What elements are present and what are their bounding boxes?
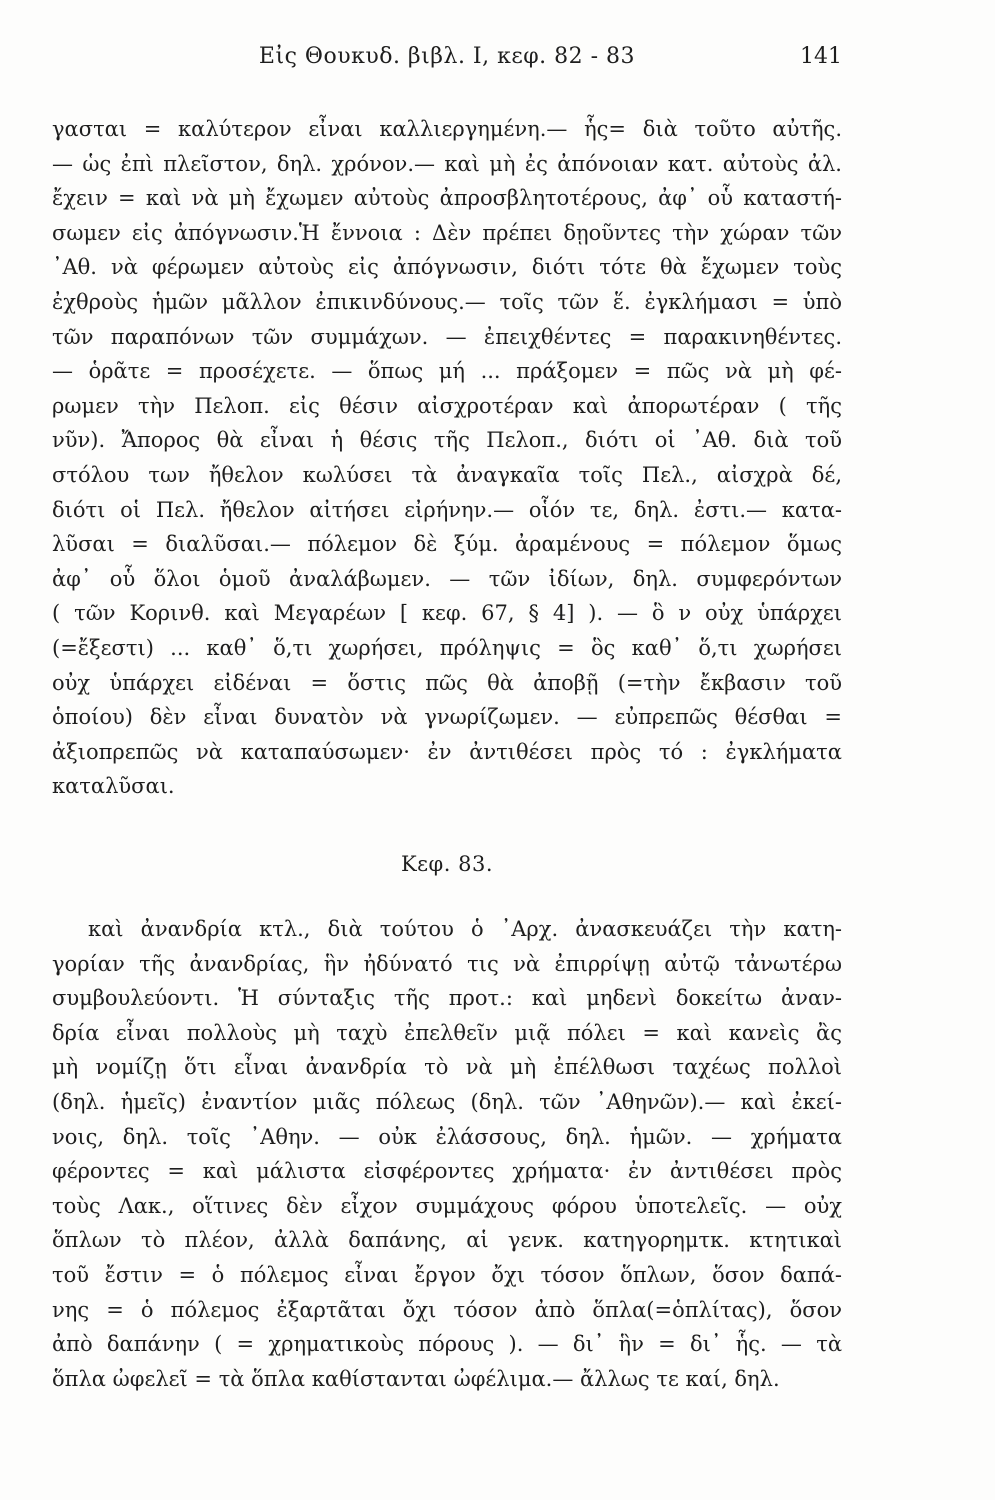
text-line: (δηλ. ἡμεῖς) ἐναντίον μιᾶς πόλεως (δηλ. τῶν ᾿Αθηνῶν).— καὶ ἐκεί- — [52, 1089, 842, 1114]
text-line: οὐχ ὑπάρχει εἰδέναι = ὅστις πῶς θὰ ἀποβῇ (=τὴν ἔκβασιν τοῦ — [52, 670, 842, 695]
text-line: ᾿Αθ. νὰ φέρωμεν αὐτοὺς εἰς ἀπόγνωσιν, διότι τότε θὰ ἔχωμεν τοὺς — [52, 255, 842, 280]
text-line: γασται = καλύτερον εἶναι καλλιεργημένη.— ἧς= διὰ τοῦτο αὐτῆς. — [52, 117, 842, 141]
text-line: μὴ νομίζῃ ὅτι εἶναι ἀνανδρία τὸ νὰ μὴ ἐπέλθωσι ταχέως πολλοὶ — [52, 1055, 842, 1080]
text-line: τῶν παραπόνων τῶν συμμάχων. — ἐπειχθέντες = παρακινηθέντες. — [52, 324, 842, 349]
text-line: νῦν). Ἄπορος θὰ εἶναι ἡ θέσις τῆς Πελοπ., διότι οἱ ᾿Αθ. διὰ τοῦ — [52, 428, 842, 453]
text-line: ἔχειν = καὶ νὰ μὴ ἔχωμεν αὐτοὺς ἀπροσβλητοτέρους, ἀφ᾿ οὗ καταστή- — [52, 186, 842, 211]
commentary-chapter-82 — [52, 112, 842, 804]
text-line: ( τῶν Κορινθ. καὶ Μεγαρέων [ κεφ. 67, § 4] ). — ὃ ν οὐχ ὑπάρχει — [52, 601, 842, 626]
text-line: συμβουλεύοντι. Ἡ σύνταξις τῆς προτ.: καὶ μηδενὶ δοκείτω ἀναν- — [52, 986, 842, 1011]
text-line: ἀφ᾿ οὗ ὅλοι ὁμοῦ ἀναλάβωμεν. — τῶν ἰδίων, δηλ. συμφερόντων — [52, 566, 842, 591]
text-line: ἀξιοπρεπῶς νὰ καταπαύσωμεν· ἐν ἀντιθέσει πρὸς τό : ἐγκλήματα — [52, 739, 842, 764]
text-line: καὶ ἀνανδρία κτλ., διὰ τούτου ὁ ᾿Αρχ. ἀνασκευάζει τὴν κατη- — [88, 917, 842, 941]
text-line: σωμεν εἰς ἀπόγνωσιν.Ἡ ἔννοια : Δὲν πρέπει δῃοῦντες τὴν χώραν τῶν — [52, 220, 842, 245]
text-line: νοις, δηλ. τοῖς ᾿Αθην. — οὐκ ἐλάσσους, δηλ. ἡμῶν. — χρήματα — [52, 1124, 842, 1149]
text-line: ὅπλα ὠφελεῖ = τὰ ὅπλα καθίστανται ὠφέλιμα.— ἄλλως τε καί, δηλ. — [52, 1366, 780, 1391]
text-line: στόλου των ἤθελον κωλύσει τὰ ἀναγκαῖα τοῖς Πελ., αἰσχρὰ δέ, — [52, 462, 842, 487]
text-line: ὁποίου) δὲν εἶναι δυνατὸν νὰ γνωρίζωμεν. — εὐπρεπῶς θέσθαι = — [52, 705, 842, 730]
text-line: ἀπὸ δαπάνην ( = χρηματικοὺς πόρους ). — δι᾿ ἣν = δι᾿ ἧς. — τὰ — [52, 1332, 842, 1357]
text-line: τοῦ ἔστιν = ὁ πόλεμος εἶναι ἔργον ὄχι τόσον ὅπλων, ὅσον δαπά- — [52, 1262, 842, 1287]
text-line: νης = ὁ πόλεμος ἐξαρτᾶται ὄχι τόσον ἀπὸ ὅπλα(=ὁπλίτας), ὅσον — [52, 1297, 842, 1322]
text-line: (=ἔξεστι) ... καθ᾿ ὅ,τι χωρήσει, πρόληψις = ὃς καθ᾿ ὅ,τι χωρήσει — [52, 635, 842, 660]
text-line: διότι οἱ Πελ. ἤθελον αἰτήσει εἰρήνην.— οἷόν τε, δηλ. ἐστι.— κατα- — [52, 497, 842, 522]
commentary-chapter-83 — [52, 912, 842, 1396]
text-line: λῦσαι = διαλῦσαι.— πόλεμον δὲ ξύμ. ἀραμένους = πόλεμον ὅμως — [52, 532, 842, 557]
page-number: 141 — [800, 44, 842, 69]
text-line: γορίαν τῆς ἀνανδρίας, ἣν ἠδύνατό τις νὰ ἐπιρρίψῃ αὐτῷ τἀνωτέρω — [52, 951, 842, 976]
text-line: δρία εἶναι πολλοὺς μὴ ταχὺ ἐπελθεῖν μιᾷ πόλει = καὶ κανεὶς ἂς — [52, 1020, 842, 1045]
chapter-heading: Κεφ. 83. — [400, 852, 494, 876]
text-line: — ὡς ἐπὶ πλεῖστον, δηλ. χρόνον.— καὶ μὴ ἐς ἀπόνοιαν κατ. αὐτοὺς ἀλ. — [52, 151, 842, 176]
text-line: τοὺς Λακ., οἵτινες δὲν εἶχον συμμάχους φόρου ὑποτελεῖς. — οὐχ — [52, 1193, 842, 1218]
text-line: καταλῦσαι. — [52, 774, 175, 799]
text-line: φέροντες = καὶ μάλιστα εἰσφέροντες χρήματα· ἐν ἀντιθέσει πρὸς — [52, 1159, 842, 1184]
text-line: — ὁρᾶτε = προσέχετε. — ὅπως μή ... πράξομεν = πῶς νὰ μὴ φέ- — [52, 359, 842, 384]
text-line: ὅπλων τὸ πλέον, ἀλλὰ δαπάνης, αἱ γενκ. κατηγορημτκ. κτητικαὶ — [52, 1228, 842, 1253]
text-line: ρωμεν τὴν Πελοπ. εἰς θέσιν αἰσχροτέραν καὶ ἀπορωτέραν ( τῆς — [52, 393, 842, 418]
running-title: Εἰς Θουκυδ. βιβλ. Ι, κεφ. 82 - 83 — [258, 44, 636, 69]
text-line: ἐχθροὺς ἡμῶν μᾶλλον ἐπικινδύνους.— τοῖς τῶν ἕ. ἐγκλήμασι = ὑπὸ — [52, 289, 842, 314]
running-header — [52, 44, 842, 76]
